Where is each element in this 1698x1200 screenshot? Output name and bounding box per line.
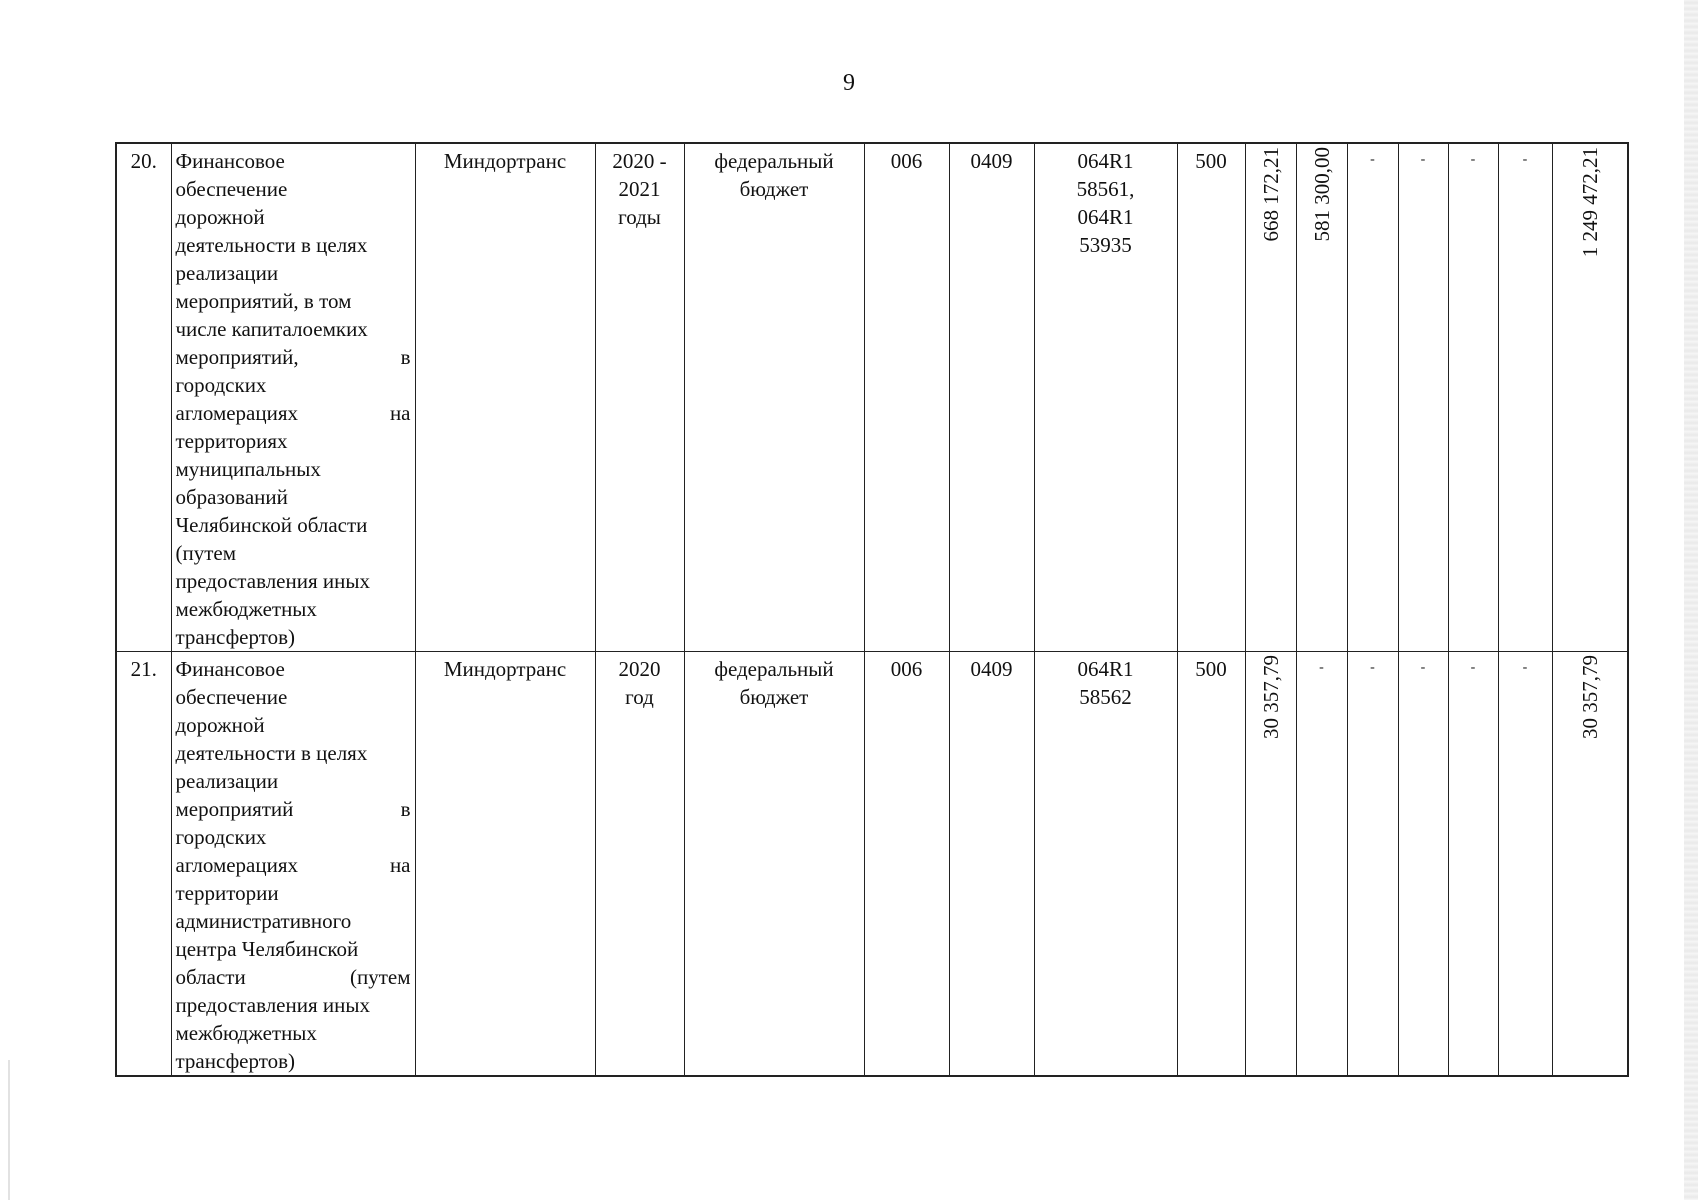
row-funding-source: федеральный бюджет (684, 652, 864, 1077)
row-amount-2020: 668 172,21 (1245, 143, 1296, 652)
budget-table (115, 142, 1629, 1077)
row-index: 21. (116, 652, 171, 1077)
row-description: Финансовое обеспечение дорожной деятельности в целях реализации мероприятий, в том числе капиталоемких мероприятий, в городских агломерациях на территориях муниципальных образований Челябинской области (путем предоставления иных межбюджетных трансфертов) (171, 143, 415, 652)
row-vr: 500 (1177, 143, 1245, 652)
row-amount-2024: - (1448, 143, 1498, 652)
row-executor: Миндортранс (415, 143, 595, 652)
row-vr: 500 (1177, 652, 1245, 1077)
row-amount-2020: 30 357,79 (1245, 652, 1296, 1077)
page-number: 9 (843, 70, 855, 96)
scan-edge-artifact (1684, 0, 1698, 1200)
row-funding-source: федеральный бюджет (684, 143, 864, 652)
row-grbs: 006 (864, 143, 949, 652)
row-amount-2023: - (1398, 143, 1448, 652)
row-amount-2023: - (1398, 652, 1448, 1077)
row-total: 1 249 472,21 (1552, 143, 1628, 652)
row-amount-2022: - (1347, 143, 1398, 652)
row-rz-pr: 0409 (949, 652, 1034, 1077)
table-row (116, 652, 1628, 1077)
scan-left-artifact (8, 1060, 10, 1200)
row-description: Финансовое обеспечение дорожной деятельности в целях реализации мероприятий в городских агломерациях на территории административного центра Челябинской области (путем предоставления иных межбюджетных трансфертов) (171, 652, 415, 1077)
row-grbs: 006 (864, 652, 949, 1077)
row-executor: Миндортранс (415, 652, 595, 1077)
row-period: 2020 год (595, 652, 684, 1077)
row-index: 20. (116, 143, 171, 652)
row-rz-pr: 0409 (949, 143, 1034, 652)
row-amount-2024: - (1448, 652, 1498, 1077)
row-amount-2021: 581 300,00 (1296, 143, 1347, 652)
row-amount-2025: - (1498, 652, 1552, 1077)
row-total: 30 357,79 (1552, 652, 1628, 1077)
row-amount-2022: - (1347, 652, 1398, 1077)
row-csr: 064R1 58562 (1034, 652, 1177, 1077)
row-amount-2025: - (1498, 143, 1552, 652)
row-period: 2020 - 2021 годы (595, 143, 684, 652)
row-amount-2021: - (1296, 652, 1347, 1077)
row-csr: 064R1 58561, 064R1 53935 (1034, 143, 1177, 652)
table-row (116, 143, 1628, 652)
